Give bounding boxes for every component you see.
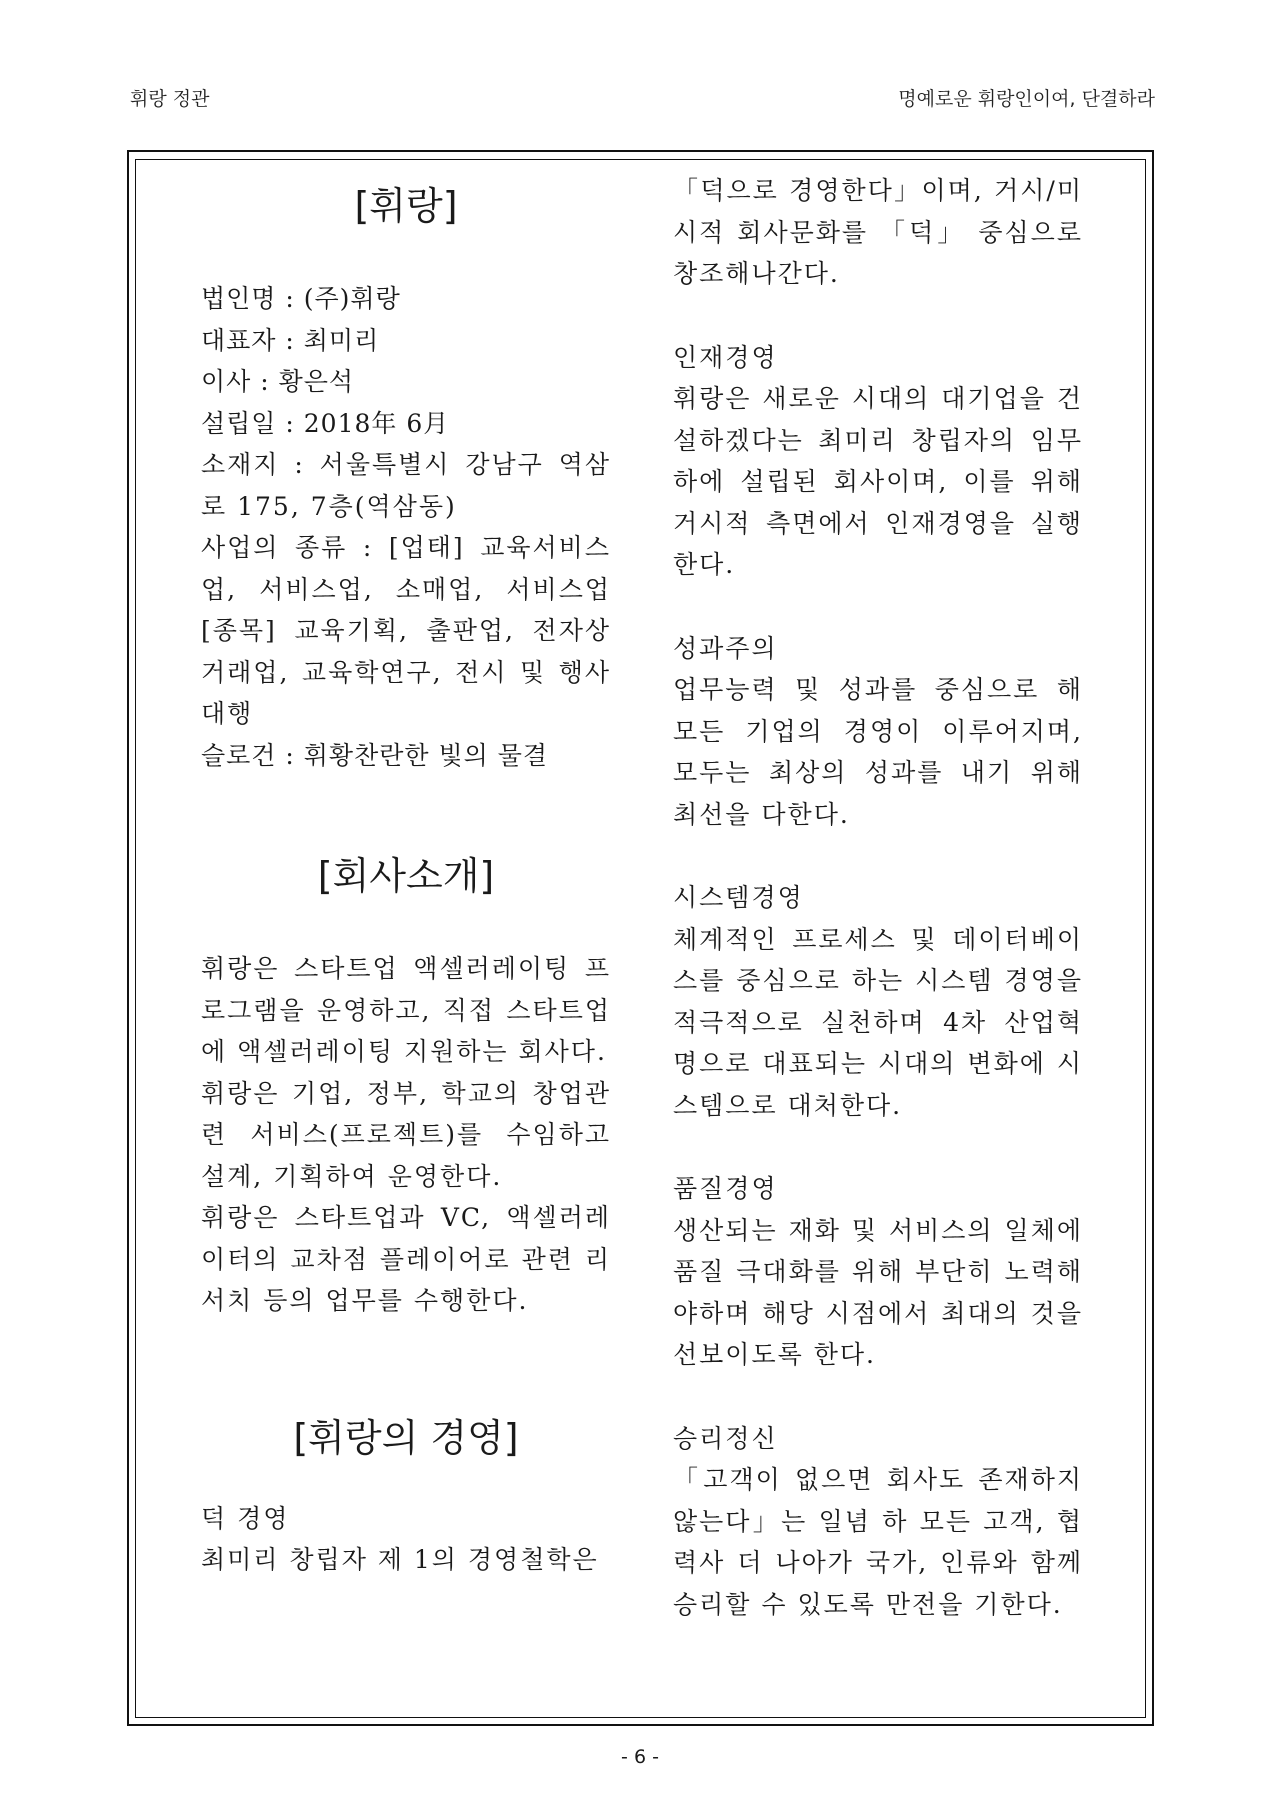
block-label-quality: 품질경영 bbox=[673, 1174, 778, 1203]
block-text-victory: 「고객이 없으면 회사도 존재하지 않는다」는 일념 하 모든 고객, 협력사 더 나아가 국가, 인류와 함께 승리할 수 있도록 만전을 기한다. bbox=[673, 1465, 1083, 1619]
block-label-performance: 성과주의 bbox=[673, 633, 778, 663]
running-header-right: 명예로운 휘랑인이여, 단결하라 bbox=[898, 88, 1155, 110]
virtue-intro: 최미리 창립자 제 1의 경영철학은 bbox=[201, 1545, 599, 1574]
virtue-intro-continued: 「덕으로 경영한다」이며, 거시/미시적 회사문화를 「덕」 중심으로 창조해나간다. bbox=[673, 176, 1083, 288]
field-director: 이사 : 황은석 bbox=[201, 367, 355, 396]
section-title-management: [휘랑의 경영] bbox=[293, 1415, 519, 1460]
section-title-hwirang: [휘랑] bbox=[354, 184, 458, 228]
page-number: - 6 - bbox=[621, 1746, 659, 1768]
subheading-virtue-management: 덕 경영 bbox=[201, 1503, 290, 1533]
intro-paragraph: 휘랑은 스타트업과 VC, 액셀러레이터의 교차점 플레이어로 관련 리서치 등의 업무를 수행한다. bbox=[201, 1203, 611, 1315]
field-corporate-name: 법인명 : (주)휘랑 bbox=[201, 284, 401, 313]
block-text-quality: 생산되는 재화 및 서비스의 일체에 품질 극대화를 위해 부단히 노력해야하며 해당 시점에서 최대의 것을 선보이도록 한다. bbox=[673, 1215, 1083, 1369]
running-header-left: 휘랑 정관 bbox=[130, 88, 210, 110]
block-label-system: 시스템경영 bbox=[673, 883, 804, 912]
block-label-victory: 승리정신 bbox=[673, 1423, 778, 1453]
right-column bbox=[673, 170, 1083, 1625]
left-column bbox=[201, 170, 611, 1581]
block-text-talent: 휘랑은 새로운 시대의 대기업을 건설하겠다는 최미리 창립자의 임무 하에 설립된 회사이며, 이를 위해 거시적 측면에서 인재경영을 실행한다. bbox=[673, 384, 1083, 579]
intro-paragraph: 휘랑은 기업, 정부, 학교의 창업관련 서비스(프로젝트)를 수임하고 설계, 기획하여 운영한다. bbox=[201, 1078, 611, 1191]
section-title-company-intro: [회사소개] bbox=[317, 854, 495, 898]
field-ceo: 대표자 : 최미리 bbox=[201, 325, 380, 355]
company-info-list bbox=[201, 278, 611, 776]
block-text-performance: 업무능력 및 성과를 중심으로 해 모든 기업의 경영이 이루어지며, 모두는 최상의 성과를 내기 위해 최선을 다한다. bbox=[673, 675, 1083, 829]
field-business-type: 사업의 종류 : [업태] 교육서비스업, 서비스업, 소매업, 서비스업 [종목] 교육기획, 출판업, 전자상거래업, 교육학연구, 전시 및 행사대행 bbox=[201, 533, 611, 728]
field-slogan: 슬로건 : 휘황찬란한 빛의 물결 bbox=[201, 740, 549, 770]
block-text-system: 체계적인 프로세스 및 데이터베이스를 중심으로 하는 시스템 경영을 적극적으로 실천하며 4차 산업혁명으로 대표되는 시대의 변화에 시스템으로 대처한다. bbox=[673, 924, 1083, 1120]
field-address: 소재지 : 서울특별시 강남구 역삼로 175, 7층(역삼동) bbox=[201, 450, 611, 521]
field-founded: 설립일 : 2018年 6月 bbox=[201, 408, 450, 438]
block-label-talent: 인재경영 bbox=[673, 342, 778, 372]
intro-paragraph: 휘랑은 스타트업 액셀러레이팅 프로그램을 운영하고, 직접 스타트업에 액셀러레이팅 지원하는 회사다. bbox=[201, 954, 611, 1066]
